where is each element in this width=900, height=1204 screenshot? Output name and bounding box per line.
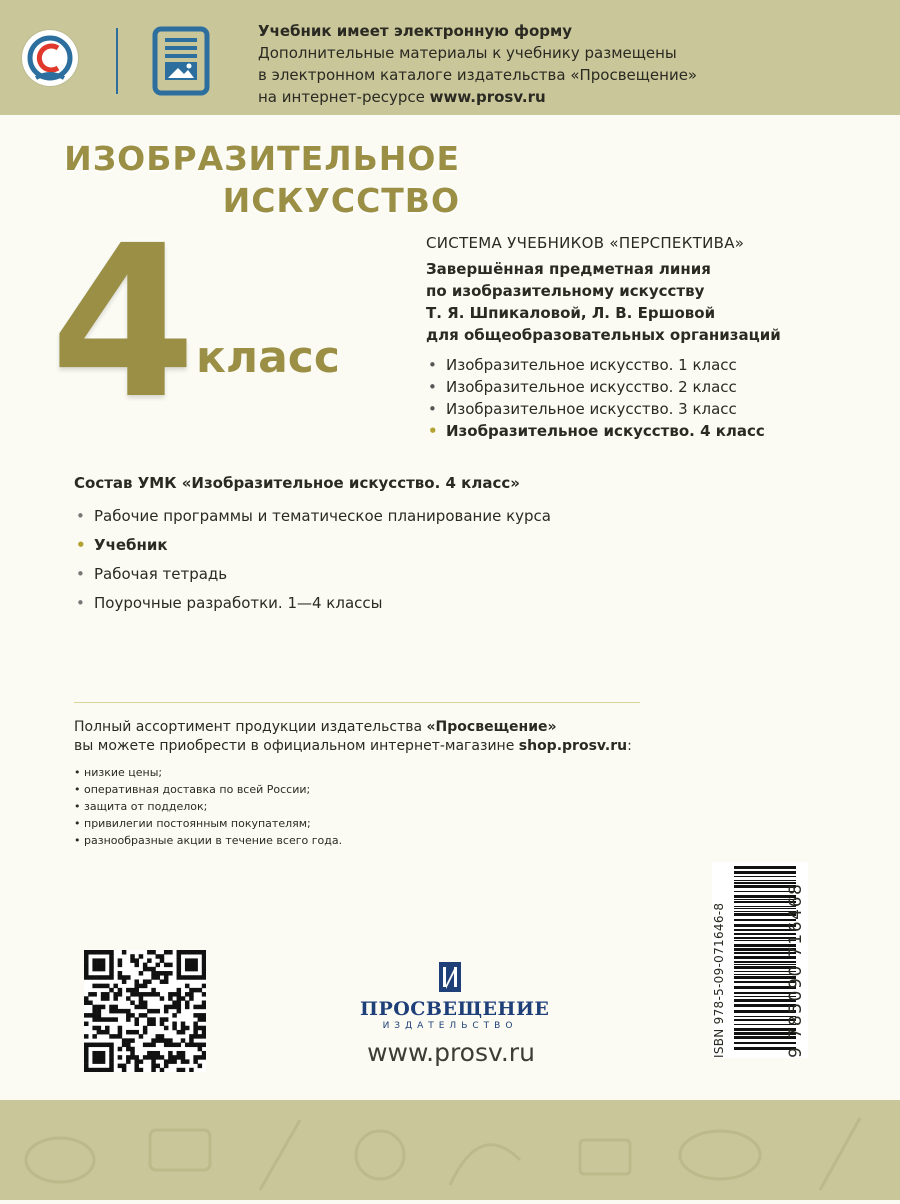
- series-list: [426, 354, 876, 442]
- list-item: • Поурочные разработки. 1—4 классы: [74, 589, 694, 618]
- list-item: • защита от подделок;: [74, 798, 714, 815]
- shop-publisher-name: «Просвещение»: [426, 719, 557, 735]
- list-item-current: • Изобразительное искусство. 4 класс: [426, 420, 876, 442]
- prosveshchenie-logo-icon: [22, 30, 78, 86]
- shop-section: [74, 718, 714, 849]
- book-title-line-1: ИЗОБРАЗИТЕЛЬНОЕ: [64, 139, 460, 178]
- shop-line-1: [74, 718, 714, 737]
- ebook-notice: [258, 20, 858, 108]
- series-info: [426, 232, 876, 442]
- ebook-site-link[interactable]: www.prosv.ru: [429, 88, 546, 106]
- grade-number: 4: [50, 200, 197, 445]
- shop-line-1-prefix: Полный ассортимент продукции издательства: [74, 719, 427, 735]
- publisher-site-link[interactable]: www.prosv.ru: [367, 1038, 535, 1067]
- list-item-current: • Учебник: [74, 531, 694, 560]
- shop-line-2: [74, 737, 714, 756]
- series-name: СИСТЕМА УЧЕБНИКОВ «ПЕРСПЕКТИВА»: [426, 234, 745, 252]
- series-desc-line-3: Т. Я. Шпикаловой, Л. В. Ершовой: [426, 304, 716, 322]
- list-item: • Рабочие программы и тематическое планирование курса: [74, 502, 694, 531]
- ebook-line-3-prefix: на интернет-ресурсе: [258, 88, 430, 106]
- list-item: • Изобразительное искусство. 2 класс: [426, 376, 876, 398]
- list-item: • разнообразные акции в течение всего года.: [74, 832, 714, 849]
- umk-list: [74, 502, 694, 618]
- book-title-line-2: ИСКУССТВО: [222, 181, 460, 220]
- publisher-subtitle: ИЗДАТЕЛЬСТВО: [382, 1021, 518, 1031]
- tablet-icon: [152, 26, 210, 96]
- list-item: • Изобразительное искусство. 1 класс: [426, 354, 876, 376]
- shop-line-2-suffix: :: [627, 738, 632, 754]
- publisher-name: ПРОСВЕЩЕНИЕ: [360, 998, 550, 1020]
- series-desc-line-4: для общеобразовательных организаций: [426, 326, 781, 344]
- series-description: [426, 258, 876, 346]
- list-item: • Изобразительное искусство. 3 класс: [426, 398, 876, 420]
- grade-word: класс: [196, 332, 340, 383]
- ebook-line-1: Дополнительные материалы к учебнику размещены: [258, 44, 677, 62]
- bottom-band: [0, 1100, 900, 1200]
- series-desc-line-2: по изобразительному искусству: [426, 282, 705, 300]
- header-divider: [116, 28, 118, 94]
- list-item: • оперативная доставка по всей России;: [74, 781, 714, 798]
- umk-section: [74, 470, 694, 618]
- publisher-emblem-icon: [433, 958, 467, 996]
- section-divider: [74, 702, 640, 703]
- umk-title: Состав УМК «Изобразительное искусство. 4 класс»: [74, 474, 520, 492]
- ebook-title: Учебник имеет электронную форму: [258, 22, 573, 40]
- ebook-line-3: [258, 86, 858, 108]
- ebook-line-2: в электронном каталоге издательства «Просвещение»: [258, 66, 698, 84]
- list-item: • низкие цены;: [74, 764, 714, 781]
- shop-benefits-list: [74, 764, 714, 849]
- series-desc-line-1: Завершённая предметная линия: [426, 260, 711, 278]
- ean-number: 9 785090 716468: [786, 882, 806, 1058]
- shop-site-link[interactable]: shop.prosv.ru: [518, 738, 628, 754]
- art-supplies-pattern-icon: [0, 1100, 900, 1200]
- publisher-logo: [360, 958, 550, 1031]
- isbn-number: ISBN 978-5-09-071646-8: [712, 902, 726, 1058]
- qr-code-icon[interactable]: [84, 950, 206, 1072]
- shop-line-2-prefix: вы можете приобрести в официальном интернет-магазине: [74, 738, 519, 754]
- list-item: • Рабочая тетрадь: [74, 560, 694, 589]
- list-item: • привилегии постоянным покупателям;: [74, 815, 714, 832]
